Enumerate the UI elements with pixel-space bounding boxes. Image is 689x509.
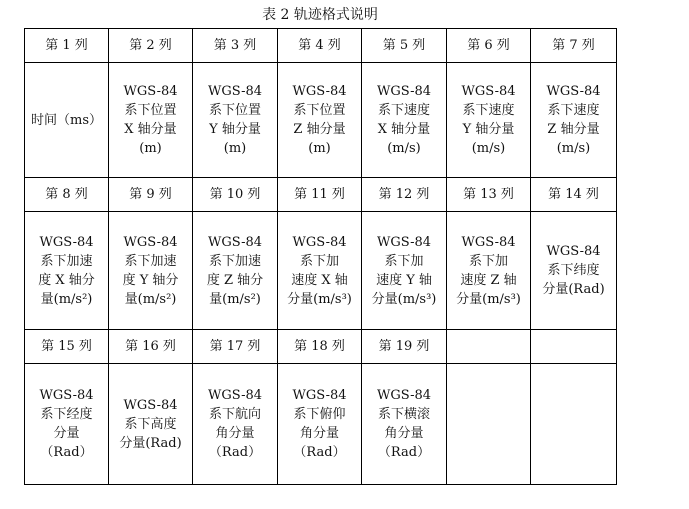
- header-cell: 第 2 列: [109, 29, 193, 63]
- header-cell: 第 4 列: [278, 29, 362, 63]
- table-cell: [193, 212, 278, 330]
- cell-text: WGS-84 系下位置 X 轴分量 (m): [123, 84, 178, 156]
- header-cell: 第 10 列: [193, 178, 278, 212]
- cell-text: WGS-84 系下横滚 角分量 （Rad）: [376, 388, 432, 460]
- table-cell: [531, 364, 617, 485]
- table-cell: [362, 364, 447, 485]
- table-row: [25, 212, 617, 330]
- cell-text: WGS-84 系下位置 Z 轴分量 (m): [292, 84, 347, 156]
- table-cell: [531, 63, 617, 178]
- header-cell: 第 18 列: [278, 330, 362, 364]
- header-row: [25, 330, 617, 364]
- cell-text: WGS-84 系下速度 X 轴分量 (m/s): [376, 84, 432, 156]
- table-cell: [278, 212, 362, 330]
- cell-text: 时间（ms）: [31, 112, 102, 128]
- header-cell: 第 15 列: [25, 330, 109, 364]
- cell-text: WGS-84 系下加 速度 Y 轴 分量(m/s³): [371, 234, 437, 307]
- table-cell: [109, 364, 193, 485]
- header-cell: 第 19 列: [362, 330, 447, 364]
- table-cell: [25, 364, 109, 485]
- header-cell: 第 6 列: [447, 29, 531, 63]
- cell-text: WGS-84 系下速度 Z 轴分量 (m/s): [546, 84, 601, 156]
- cell-text: WGS-84 系下俯仰 角分量 （Rad）: [292, 388, 347, 460]
- cell-text: WGS-84 系下加速 度 Z 轴分 量(m/s²): [206, 234, 264, 307]
- header-row: [25, 178, 617, 212]
- table-cell: [447, 364, 531, 485]
- table-cell: [109, 212, 193, 330]
- table-cell: [278, 63, 362, 178]
- header-cell: [447, 330, 531, 364]
- trajectory-format-table: [24, 28, 617, 485]
- table-caption: 表 2 轨迹格式说明: [262, 7, 378, 23]
- table-cell: [193, 364, 278, 485]
- header-cell: 第 7 列: [531, 29, 617, 63]
- cell-text: WGS-84 系下高度 分量(Rad): [119, 397, 182, 451]
- cell-text: WGS-84 系下经度 分量 （Rad）: [39, 388, 94, 460]
- cell-text: WGS-84 系下加 速度 Z 轴 分量(m/s³): [456, 234, 521, 307]
- table-cell: [362, 63, 447, 178]
- cell-text: WGS-84 系下位置 Y 轴分量 (m): [207, 84, 263, 156]
- header-cell: 第 1 列: [25, 29, 109, 63]
- table-cell: [447, 212, 531, 330]
- table-row: [25, 63, 617, 178]
- header-cell: 第 9 列: [109, 178, 193, 212]
- table-cell: [25, 63, 109, 178]
- header-cell: 第 5 列: [362, 29, 447, 63]
- header-cell: 第 8 列: [25, 178, 109, 212]
- header-cell: 第 16 列: [109, 330, 193, 364]
- table-cell: [531, 212, 617, 330]
- cell-text: WGS-84 系下速度 Y 轴分量 (m/s): [461, 84, 516, 156]
- table-cell: [109, 63, 193, 178]
- table-cell: [447, 63, 531, 178]
- table-row: [25, 364, 617, 485]
- header-cell: 第 12 列: [362, 178, 447, 212]
- cell-text: WGS-84 系下纬度 分量(Rad): [542, 244, 605, 297]
- table-cell: [362, 212, 447, 330]
- header-row: [25, 29, 617, 63]
- header-cell: 第 3 列: [193, 29, 278, 63]
- cell-text: WGS-84 系下航向 角分量 （Rad）: [207, 388, 263, 460]
- cell-text: WGS-84 系下加速 度 Y 轴分 量(m/s²): [122, 234, 179, 307]
- header-cell: 第 11 列: [278, 178, 362, 212]
- table-cell: [278, 364, 362, 485]
- cell-text: WGS-84 系下加 速度 X 轴 分量(m/s³): [287, 234, 352, 307]
- cell-text: WGS-84 系下加速 度 X 轴分 量(m/s²): [38, 234, 95, 307]
- header-cell: 第 14 列: [531, 178, 617, 212]
- table-cell: [193, 63, 278, 178]
- header-cell: [531, 330, 617, 364]
- table-cell: [25, 212, 109, 330]
- header-cell: 第 17 列: [193, 330, 278, 364]
- header-cell: 第 13 列: [447, 178, 531, 212]
